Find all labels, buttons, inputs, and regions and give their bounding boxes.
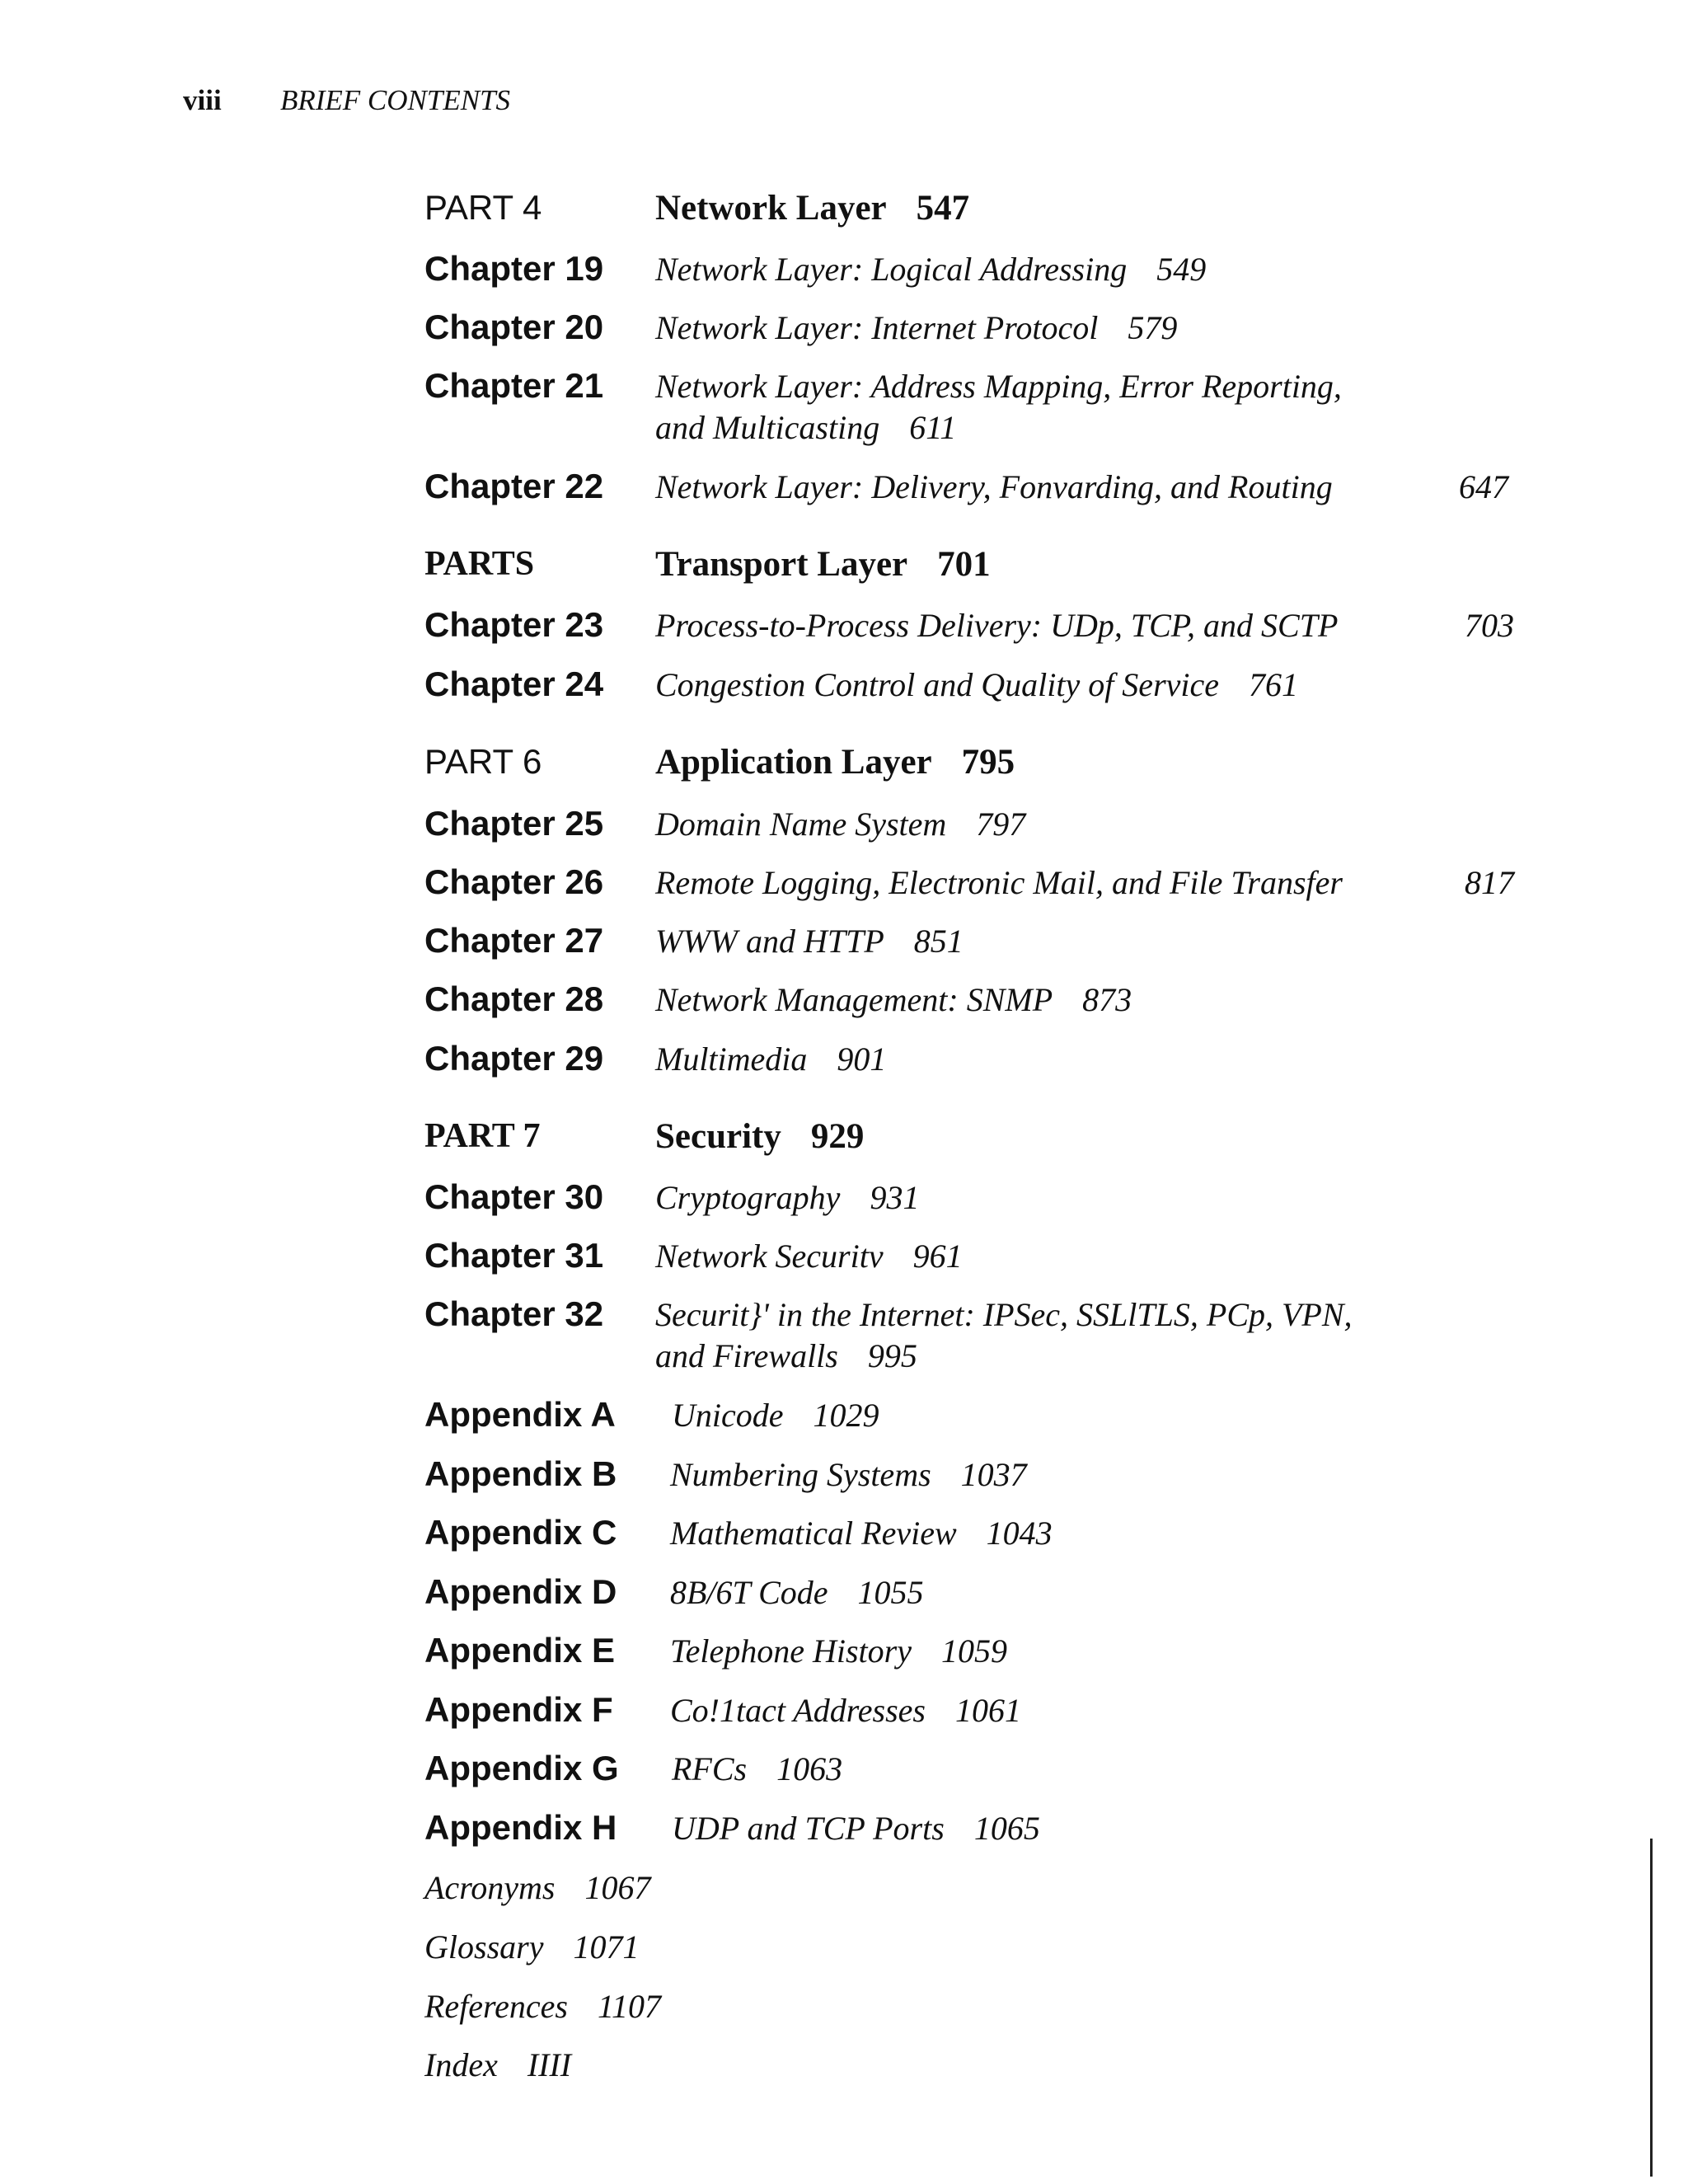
appendix-page: 1063 — [776, 1750, 843, 1787]
part-title-text: Network Layer — [655, 189, 887, 228]
part-label: PARTS — [424, 545, 535, 583]
appendix-label: Appendix E — [424, 1631, 616, 1670]
chapter-title — [655, 308, 1177, 349]
toc-entry-references[interactable] — [424, 1987, 661, 2026]
appendix-title — [670, 1690, 1021, 1731]
chapter-label: Chapter 20 — [424, 308, 604, 346]
appendix-label: Appendix G — [424, 1749, 619, 1787]
appendix-title-text: 8B/6T Code — [670, 1574, 828, 1611]
chapter-page: 549 — [1156, 251, 1207, 288]
chapter-label: Chapter 28 — [424, 979, 604, 1018]
chapter-title-line: Domain Name System — [655, 805, 947, 843]
chapter-label: Chapter 26 — [424, 862, 604, 901]
back-matter-page: 1071 — [573, 1928, 640, 1966]
running-head: BRIEF CONTENTS — [280, 84, 511, 116]
toc-entry-acronyms[interactable] — [424, 1868, 650, 1907]
page-number: viii — [183, 84, 222, 116]
chapter-title-line: Network Management: SNMP — [655, 981, 1053, 1018]
part-title-text: Security — [655, 1117, 781, 1156]
part-page: 547 — [916, 189, 970, 228]
chapter-title-line: Network Layer: Address Mapping, Error Reporting, — [655, 368, 1342, 405]
chapter-page: 961 — [912, 1238, 963, 1275]
appendix-label: Appendix C — [424, 1513, 617, 1552]
chapter-page: 931 — [870, 1179, 920, 1216]
chapter-page: 703 — [1465, 607, 1514, 644]
back-matter-page: 1107 — [597, 1988, 661, 2025]
appendix-label: Appendix B — [424, 1454, 617, 1493]
part-page: 795 — [961, 743, 1015, 782]
appendix-page: 1043 — [986, 1515, 1053, 1552]
chapter-page: 579 — [1128, 309, 1178, 346]
chapter-title — [655, 1294, 1353, 1377]
chapter-label: Chapter 31 — [424, 1236, 604, 1275]
chapter-title — [655, 366, 1342, 449]
chapter-title-line: Remote Logging, Electronic Mail, and File Transfer — [655, 864, 1343, 901]
part-label: PART 7 — [424, 1117, 541, 1155]
chapter-label: Chapter 25 — [424, 804, 604, 843]
chapter-page: 611 — [909, 409, 957, 446]
chapter-title-line: Securit}' in the Internet: IPSec, SSLlTLS, PCp, VPN, — [655, 1296, 1353, 1333]
chapter-label: Chapter 19 — [424, 249, 604, 288]
chapter-title-line: Network Layer: Logical Addressing — [655, 251, 1128, 288]
part-title-text: Application Layer — [655, 743, 932, 782]
appendix-title — [672, 1808, 1040, 1849]
part-title — [655, 1116, 864, 1157]
toc-entry-glossary[interactable] — [424, 1928, 639, 1966]
chapter-title — [655, 1177, 919, 1219]
chapter-title — [655, 665, 1298, 706]
chapter-title — [655, 921, 964, 962]
chapter-label: Chapter 30 — [424, 1177, 604, 1216]
chapter-title — [655, 979, 1132, 1021]
chapter-title-line: and Multicasting — [655, 409, 880, 446]
part-page: 929 — [810, 1117, 865, 1156]
page-header — [183, 84, 511, 117]
chapter-title — [655, 605, 1338, 646]
appendix-title — [672, 1395, 879, 1436]
chapter-title-line: Multimedia — [655, 1040, 808, 1078]
chapter-page: 817 — [1465, 864, 1514, 901]
back-matter-page: 1067 — [584, 1869, 651, 1906]
toc-entry-index[interactable] — [424, 2045, 571, 2084]
chapter-label: Chapter 21 — [424, 366, 604, 405]
chapter-page: 647 — [1459, 468, 1508, 505]
appendix-title — [672, 1749, 842, 1790]
chapter-title — [655, 1039, 886, 1080]
appendix-label: Appendix D — [424, 1572, 617, 1611]
chapter-title-line: WWW and HTTP — [655, 923, 884, 960]
chapter-title — [655, 804, 1025, 845]
part-page: 701 — [937, 545, 991, 584]
chapter-title — [655, 1236, 963, 1277]
appendix-page: 1059 — [940, 1632, 1007, 1670]
chapter-title-line: Network Layer: Delivery, Fonvarding, and Routing — [655, 468, 1333, 505]
chapter-page: 797 — [976, 805, 1026, 843]
chapter-label: Chapter 22 — [424, 467, 604, 505]
part-title-text: Transport Layer — [655, 545, 908, 584]
back-matter-title: Glossary — [424, 1928, 544, 1966]
appendix-title-text: Numbering Systems — [670, 1456, 931, 1493]
appendix-page: 1061 — [954, 1692, 1021, 1729]
chapter-page: 995 — [867, 1337, 917, 1374]
appendix-title-text: RFCs — [672, 1750, 748, 1787]
chapter-title-line: Network Securitv — [655, 1238, 884, 1275]
appendix-title-text: UDP and TCP Ports — [672, 1810, 945, 1847]
part-title — [655, 742, 1015, 782]
chapter-title-line: and Firewalls — [655, 1337, 838, 1374]
back-matter-title: Acronyms — [424, 1869, 556, 1906]
appendix-title — [670, 1631, 1007, 1672]
chapter-label: Chapter 24 — [424, 665, 604, 703]
part-title — [655, 188, 969, 228]
chapter-title-line: Congestion Control and Quality of Service — [655, 666, 1220, 703]
appendix-page: 1055 — [857, 1574, 924, 1611]
part-title — [655, 544, 991, 585]
appendix-label: Appendix A — [424, 1395, 616, 1434]
chapter-title — [655, 862, 1343, 904]
back-matter-page: IIII — [527, 2046, 572, 2083]
chapter-label: Chapter 23 — [424, 605, 604, 644]
chapter-title — [655, 249, 1206, 290]
back-matter-title: References — [424, 1988, 568, 2025]
appendix-title-text: Unicode — [672, 1397, 784, 1434]
appendix-title-text: Telephone History — [670, 1632, 912, 1670]
chapter-page: 873 — [1082, 981, 1132, 1018]
part-label: PART 6 — [424, 742, 542, 781]
appendix-title — [670, 1454, 1027, 1496]
appendix-title — [670, 1572, 924, 1613]
appendix-title-text: Co!1tact Addresses — [670, 1692, 926, 1729]
chapter-page: 851 — [913, 923, 964, 960]
appendix-page: 1029 — [813, 1397, 879, 1434]
chapter-title-line: Network Layer: Internet Protocol — [655, 309, 1099, 346]
chapter-label: Chapter 27 — [424, 921, 604, 960]
back-matter-title: Index — [424, 2046, 498, 2083]
margin-rule — [1650, 1839, 1653, 2177]
appendix-title — [670, 1513, 1053, 1554]
chapter-page: 901 — [837, 1040, 887, 1078]
chapter-label: Chapter 32 — [424, 1294, 604, 1333]
chapter-title-line: Cryptography — [655, 1179, 841, 1216]
appendix-page: 1037 — [960, 1456, 1027, 1493]
chapter-title-line: Process-to-Process Delivery: UDp, TCP, and SCTP — [655, 607, 1339, 644]
appendix-page: 1065 — [973, 1810, 1040, 1847]
chapter-title — [655, 467, 1333, 508]
appendix-label: Appendix H — [424, 1808, 617, 1847]
appendix-label: Appendix F — [424, 1690, 613, 1729]
part-label: PART 4 — [424, 188, 542, 227]
chapter-label: Chapter 29 — [424, 1039, 604, 1078]
chapter-page: 761 — [1249, 666, 1299, 703]
appendix-title-text: Mathematical Review — [670, 1515, 957, 1552]
